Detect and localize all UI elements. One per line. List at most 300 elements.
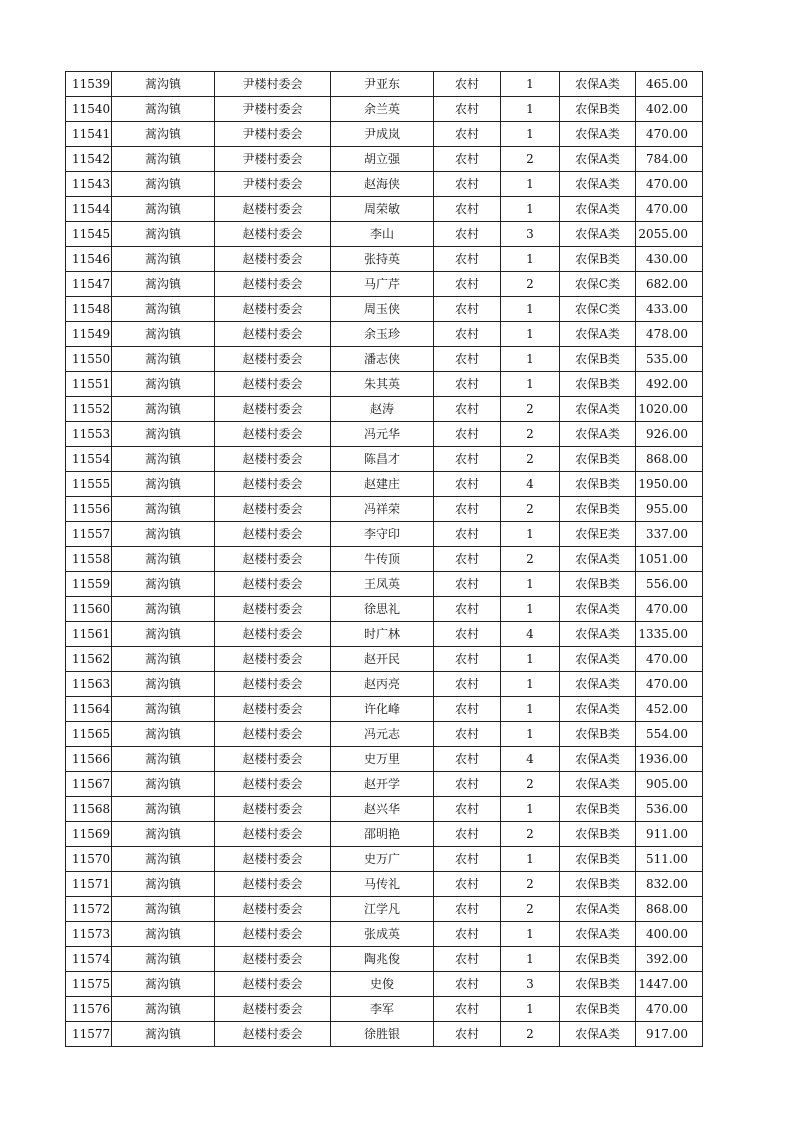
- cell-household-count: 1: [501, 372, 560, 397]
- table-row: [66, 822, 703, 847]
- table-row: [66, 422, 703, 447]
- cell-town: 蒿沟镇: [112, 197, 215, 222]
- cell-village-committee: 尹楼村委会: [215, 97, 331, 122]
- cell-town: 蒿沟镇: [112, 697, 215, 722]
- table-row: [66, 647, 703, 672]
- table-row: [66, 397, 703, 422]
- cell-person-name: 尹成岚: [331, 122, 434, 147]
- cell-insurance-category: 农保A类: [560, 197, 636, 222]
- cell-amount: 905.00: [636, 772, 703, 797]
- table-row: [66, 672, 703, 697]
- cell-town: 蒿沟镇: [112, 772, 215, 797]
- cell-town: 蒿沟镇: [112, 722, 215, 747]
- cell-person-name: 李军: [331, 997, 434, 1022]
- cell-amount: 535.00: [636, 347, 703, 372]
- cell-town: 蒿沟镇: [112, 72, 215, 97]
- cell-insurance-category: 农保B类: [560, 972, 636, 997]
- cell-household-count: 3: [501, 222, 560, 247]
- cell-record-number: 11577: [66, 1022, 112, 1047]
- cell-person-name: 张持英: [331, 247, 434, 272]
- cell-amount: 452.00: [636, 697, 703, 722]
- cell-town: 蒿沟镇: [112, 172, 215, 197]
- table-row: [66, 472, 703, 497]
- table-row: [66, 72, 703, 97]
- cell-person-name: 余玉珍: [331, 322, 434, 347]
- cell-record-number: 11539: [66, 72, 112, 97]
- cell-household-count: 1: [501, 647, 560, 672]
- table-row: [66, 872, 703, 897]
- cell-household-count: 1: [501, 122, 560, 147]
- cell-household-count: 1: [501, 297, 560, 322]
- table-row: [66, 522, 703, 547]
- cell-amount: 470.00: [636, 122, 703, 147]
- cell-town: 蒿沟镇: [112, 947, 215, 972]
- table-row: [66, 772, 703, 797]
- cell-household-count: 1: [501, 922, 560, 947]
- cell-amount: 926.00: [636, 422, 703, 447]
- cell-area-type: 农村: [434, 622, 501, 647]
- cell-village-committee: 尹楼村委会: [215, 122, 331, 147]
- cell-area-type: 农村: [434, 1022, 501, 1047]
- cell-amount: 470.00: [636, 197, 703, 222]
- cell-person-name: 史俊: [331, 972, 434, 997]
- table-row: [66, 272, 703, 297]
- cell-village-committee: 赵楼村委会: [215, 997, 331, 1022]
- cell-insurance-category: 农保B类: [560, 797, 636, 822]
- cell-village-committee: 赵楼村委会: [215, 447, 331, 472]
- cell-record-number: 11548: [66, 297, 112, 322]
- cell-village-committee: 赵楼村委会: [215, 797, 331, 822]
- cell-village-committee: 赵楼村委会: [215, 572, 331, 597]
- cell-person-name: 江学凡: [331, 897, 434, 922]
- cell-insurance-category: 农保B类: [560, 822, 636, 847]
- table-row: [66, 172, 703, 197]
- cell-household-count: 4: [501, 622, 560, 647]
- cell-household-count: 1: [501, 847, 560, 872]
- cell-town: 蒿沟镇: [112, 497, 215, 522]
- cell-area-type: 农村: [434, 297, 501, 322]
- cell-person-name: 冯元志: [331, 722, 434, 747]
- cell-insurance-category: 农保A类: [560, 647, 636, 672]
- cell-amount: 392.00: [636, 947, 703, 972]
- cell-amount: 911.00: [636, 822, 703, 847]
- cell-insurance-category: 农保A类: [560, 672, 636, 697]
- cell-village-committee: 赵楼村委会: [215, 472, 331, 497]
- cell-town: 蒿沟镇: [112, 447, 215, 472]
- cell-record-number: 11574: [66, 947, 112, 972]
- cell-area-type: 农村: [434, 372, 501, 397]
- cell-amount: 868.00: [636, 897, 703, 922]
- cell-household-count: 2: [501, 772, 560, 797]
- cell-insurance-category: 农保B类: [560, 497, 636, 522]
- cell-village-committee: 赵楼村委会: [215, 597, 331, 622]
- table-row: [66, 497, 703, 522]
- cell-person-name: 马传礼: [331, 872, 434, 897]
- cell-area-type: 农村: [434, 972, 501, 997]
- cell-town: 蒿沟镇: [112, 897, 215, 922]
- cell-amount: 556.00: [636, 572, 703, 597]
- cell-village-committee: 赵楼村委会: [215, 197, 331, 222]
- cell-village-committee: 赵楼村委会: [215, 847, 331, 872]
- cell-town: 蒿沟镇: [112, 372, 215, 397]
- cell-amount: 1447.00: [636, 972, 703, 997]
- cell-insurance-category: 农保A类: [560, 747, 636, 772]
- table-row: [66, 247, 703, 272]
- table-row: [66, 147, 703, 172]
- cell-area-type: 农村: [434, 572, 501, 597]
- table-body: [66, 72, 703, 1047]
- cell-village-committee: 赵楼村委会: [215, 922, 331, 947]
- table-row: [66, 297, 703, 322]
- cell-insurance-category: 农保B类: [560, 347, 636, 372]
- cell-person-name: 陈昌才: [331, 447, 434, 472]
- cell-household-count: 1: [501, 572, 560, 597]
- cell-insurance-category: 农保E类: [560, 522, 636, 547]
- cell-record-number: 11549: [66, 322, 112, 347]
- cell-household-count: 1: [501, 797, 560, 822]
- cell-area-type: 农村: [434, 672, 501, 697]
- cell-person-name: 许化峰: [331, 697, 434, 722]
- cell-insurance-category: 农保B类: [560, 97, 636, 122]
- cell-household-count: 3: [501, 972, 560, 997]
- cell-household-count: 1: [501, 672, 560, 697]
- table-row: [66, 597, 703, 622]
- cell-area-type: 农村: [434, 322, 501, 347]
- cell-area-type: 农村: [434, 72, 501, 97]
- table-row: [66, 372, 703, 397]
- cell-town: 蒿沟镇: [112, 547, 215, 572]
- cell-amount: 1950.00: [636, 472, 703, 497]
- cell-record-number: 11540: [66, 97, 112, 122]
- cell-household-count: 2: [501, 497, 560, 522]
- cell-amount: 1335.00: [636, 622, 703, 647]
- cell-household-count: 1: [501, 597, 560, 622]
- cell-village-committee: 赵楼村委会: [215, 547, 331, 572]
- cell-amount: 470.00: [636, 597, 703, 622]
- cell-household-count: 1: [501, 172, 560, 197]
- cell-record-number: 11551: [66, 372, 112, 397]
- cell-record-number: 11546: [66, 247, 112, 272]
- cell-amount: 554.00: [636, 722, 703, 747]
- cell-area-type: 农村: [434, 422, 501, 447]
- table-row: [66, 197, 703, 222]
- cell-town: 蒿沟镇: [112, 322, 215, 347]
- cell-area-type: 农村: [434, 222, 501, 247]
- cell-village-committee: 赵楼村委会: [215, 372, 331, 397]
- table-row: [66, 947, 703, 972]
- cell-household-count: 2: [501, 147, 560, 172]
- cell-person-name: 史万里: [331, 747, 434, 772]
- cell-household-count: 2: [501, 447, 560, 472]
- cell-amount: 536.00: [636, 797, 703, 822]
- cell-insurance-category: 农保B类: [560, 847, 636, 872]
- cell-village-committee: 尹楼村委会: [215, 147, 331, 172]
- cell-town: 蒿沟镇: [112, 997, 215, 1022]
- cell-amount: 470.00: [636, 172, 703, 197]
- cell-household-count: 1: [501, 322, 560, 347]
- cell-person-name: 周玉侠: [331, 297, 434, 322]
- cell-record-number: 11564: [66, 697, 112, 722]
- cell-person-name: 史万广: [331, 847, 434, 872]
- cell-area-type: 农村: [434, 772, 501, 797]
- cell-village-committee: 赵楼村委会: [215, 772, 331, 797]
- cell-village-committee: 赵楼村委会: [215, 972, 331, 997]
- cell-village-committee: 赵楼村委会: [215, 722, 331, 747]
- cell-record-number: 11565: [66, 722, 112, 747]
- cell-area-type: 农村: [434, 872, 501, 897]
- cell-village-committee: 赵楼村委会: [215, 297, 331, 322]
- cell-town: 蒿沟镇: [112, 572, 215, 597]
- cell-record-number: 11544: [66, 197, 112, 222]
- cell-insurance-category: 农保B类: [560, 997, 636, 1022]
- cell-town: 蒿沟镇: [112, 822, 215, 847]
- cell-village-committee: 赵楼村委会: [215, 422, 331, 447]
- cell-household-count: 1: [501, 97, 560, 122]
- cell-town: 蒿沟镇: [112, 647, 215, 672]
- cell-record-number: 11571: [66, 872, 112, 897]
- cell-insurance-category: 农保B类: [560, 572, 636, 597]
- cell-record-number: 11550: [66, 347, 112, 372]
- cell-insurance-category: 农保A类: [560, 697, 636, 722]
- cell-town: 蒿沟镇: [112, 222, 215, 247]
- cell-insurance-category: 农保A类: [560, 422, 636, 447]
- cell-person-name: 尹亚东: [331, 72, 434, 97]
- cell-village-committee: 赵楼村委会: [215, 897, 331, 922]
- cell-area-type: 农村: [434, 172, 501, 197]
- cell-person-name: 赵兴华: [331, 797, 434, 822]
- cell-record-number: 11567: [66, 772, 112, 797]
- cell-town: 蒿沟镇: [112, 747, 215, 772]
- cell-household-count: 2: [501, 897, 560, 922]
- cell-person-name: 马广芹: [331, 272, 434, 297]
- cell-insurance-category: 农保B类: [560, 947, 636, 972]
- cell-record-number: 11542: [66, 147, 112, 172]
- cell-area-type: 农村: [434, 722, 501, 747]
- cell-town: 蒿沟镇: [112, 272, 215, 297]
- cell-record-number: 11554: [66, 447, 112, 472]
- cell-insurance-category: 农保A类: [560, 772, 636, 797]
- cell-amount: 492.00: [636, 372, 703, 397]
- cell-village-committee: 赵楼村委会: [215, 697, 331, 722]
- cell-household-count: 1: [501, 722, 560, 747]
- cell-person-name: 冯元华: [331, 422, 434, 447]
- cell-village-committee: 赵楼村委会: [215, 497, 331, 522]
- cell-record-number: 11552: [66, 397, 112, 422]
- cell-household-count: 1: [501, 697, 560, 722]
- table-row: [66, 122, 703, 147]
- table-row: [66, 997, 703, 1022]
- cell-village-committee: 赵楼村委会: [215, 622, 331, 647]
- cell-record-number: 11561: [66, 622, 112, 647]
- cell-person-name: 赵丙亮: [331, 672, 434, 697]
- cell-amount: 470.00: [636, 997, 703, 1022]
- cell-person-name: 余兰英: [331, 97, 434, 122]
- cell-amount: 511.00: [636, 847, 703, 872]
- cell-area-type: 农村: [434, 347, 501, 372]
- cell-amount: 1051.00: [636, 547, 703, 572]
- cell-record-number: 11572: [66, 897, 112, 922]
- cell-person-name: 徐思礼: [331, 597, 434, 622]
- cell-person-name: 赵开学: [331, 772, 434, 797]
- table-row: [66, 447, 703, 472]
- cell-insurance-category: 农保A类: [560, 222, 636, 247]
- cell-household-count: 1: [501, 247, 560, 272]
- cell-record-number: 11575: [66, 972, 112, 997]
- cell-record-number: 11576: [66, 997, 112, 1022]
- cell-person-name: 牛传顶: [331, 547, 434, 572]
- cell-town: 蒿沟镇: [112, 972, 215, 997]
- cell-insurance-category: 农保A类: [560, 322, 636, 347]
- cell-insurance-category: 农保A类: [560, 922, 636, 947]
- cell-amount: 832.00: [636, 872, 703, 897]
- cell-village-committee: 赵楼村委会: [215, 647, 331, 672]
- cell-town: 蒿沟镇: [112, 422, 215, 447]
- table-row: [66, 797, 703, 822]
- table-row: [66, 322, 703, 347]
- cell-household-count: 1: [501, 347, 560, 372]
- cell-town: 蒿沟镇: [112, 472, 215, 497]
- cell-insurance-category: 农保C类: [560, 297, 636, 322]
- cell-record-number: 11556: [66, 497, 112, 522]
- cell-amount: 868.00: [636, 447, 703, 472]
- cell-insurance-category: 农保C类: [560, 272, 636, 297]
- cell-area-type: 农村: [434, 447, 501, 472]
- cell-person-name: 朱其英: [331, 372, 434, 397]
- cell-amount: 478.00: [636, 322, 703, 347]
- cell-village-committee: 赵楼村委会: [215, 747, 331, 772]
- table-row: [66, 347, 703, 372]
- cell-household-count: 2: [501, 422, 560, 447]
- cell-person-name: 邵明艳: [331, 822, 434, 847]
- table-row: [66, 572, 703, 597]
- cell-person-name: 冯祥荣: [331, 497, 434, 522]
- cell-village-committee: 尹楼村委会: [215, 72, 331, 97]
- cell-household-count: 4: [501, 747, 560, 772]
- cell-amount: 917.00: [636, 1022, 703, 1047]
- cell-person-name: 赵涛: [331, 397, 434, 422]
- cell-amount: 784.00: [636, 147, 703, 172]
- cell-record-number: 11573: [66, 922, 112, 947]
- cell-amount: 1936.00: [636, 747, 703, 772]
- cell-insurance-category: 农保B类: [560, 372, 636, 397]
- cell-person-name: 张成英: [331, 922, 434, 947]
- cell-amount: 433.00: [636, 297, 703, 322]
- cell-amount: 2055.00: [636, 222, 703, 247]
- table-row: [66, 972, 703, 997]
- cell-village-committee: 赵楼村委会: [215, 872, 331, 897]
- cell-town: 蒿沟镇: [112, 872, 215, 897]
- cell-area-type: 农村: [434, 497, 501, 522]
- cell-village-committee: 赵楼村委会: [215, 947, 331, 972]
- cell-area-type: 农村: [434, 822, 501, 847]
- table-row: [66, 697, 703, 722]
- cell-town: 蒿沟镇: [112, 622, 215, 647]
- cell-record-number: 11562: [66, 647, 112, 672]
- table-row: [66, 922, 703, 947]
- cell-town: 蒿沟镇: [112, 847, 215, 872]
- cell-town: 蒿沟镇: [112, 247, 215, 272]
- cell-town: 蒿沟镇: [112, 1022, 215, 1047]
- cell-household-count: 4: [501, 472, 560, 497]
- cell-amount: 337.00: [636, 522, 703, 547]
- cell-area-type: 农村: [434, 847, 501, 872]
- cell-record-number: 11568: [66, 797, 112, 822]
- cell-household-count: 2: [501, 872, 560, 897]
- cell-area-type: 农村: [434, 747, 501, 772]
- cell-town: 蒿沟镇: [112, 522, 215, 547]
- cell-household-count: 2: [501, 822, 560, 847]
- cell-village-committee: 赵楼村委会: [215, 522, 331, 547]
- cell-village-committee: 赵楼村委会: [215, 672, 331, 697]
- cell-area-type: 农村: [434, 597, 501, 622]
- cell-record-number: 11555: [66, 472, 112, 497]
- cell-town: 蒿沟镇: [112, 97, 215, 122]
- cell-village-committee: 赵楼村委会: [215, 322, 331, 347]
- cell-record-number: 11560: [66, 597, 112, 622]
- table-row: [66, 847, 703, 872]
- table-row: [66, 897, 703, 922]
- cell-insurance-category: 农保A类: [560, 397, 636, 422]
- cell-amount: 430.00: [636, 247, 703, 272]
- cell-town: 蒿沟镇: [112, 797, 215, 822]
- cell-record-number: 11566: [66, 747, 112, 772]
- cell-village-committee: 赵楼村委会: [215, 222, 331, 247]
- cell-insurance-category: 农保B类: [560, 872, 636, 897]
- cell-insurance-category: 农保B类: [560, 447, 636, 472]
- cell-insurance-category: 农保A类: [560, 622, 636, 647]
- cell-amount: 955.00: [636, 497, 703, 522]
- cell-insurance-category: 农保A类: [560, 72, 636, 97]
- cell-town: 蒿沟镇: [112, 672, 215, 697]
- cell-household-count: 2: [501, 1022, 560, 1047]
- table-row: [66, 222, 703, 247]
- cell-person-name: 王凤英: [331, 572, 434, 597]
- cell-area-type: 农村: [434, 197, 501, 222]
- cell-town: 蒿沟镇: [112, 397, 215, 422]
- cell-insurance-category: 农保A类: [560, 147, 636, 172]
- cell-person-name: 李山: [331, 222, 434, 247]
- cell-household-count: 1: [501, 72, 560, 97]
- cell-amount: 402.00: [636, 97, 703, 122]
- table-row: [66, 622, 703, 647]
- cell-village-committee: 赵楼村委会: [215, 1022, 331, 1047]
- table-row: [66, 722, 703, 747]
- cell-town: 蒿沟镇: [112, 347, 215, 372]
- cell-record-number: 11547: [66, 272, 112, 297]
- table-row: [66, 547, 703, 572]
- cell-area-type: 农村: [434, 947, 501, 972]
- cell-area-type: 农村: [434, 647, 501, 672]
- cell-area-type: 农村: [434, 547, 501, 572]
- cell-village-committee: 赵楼村委会: [215, 397, 331, 422]
- cell-person-name: 胡立强: [331, 147, 434, 172]
- cell-area-type: 农村: [434, 97, 501, 122]
- cell-household-count: 1: [501, 947, 560, 972]
- cell-town: 蒿沟镇: [112, 922, 215, 947]
- cell-insurance-category: 农保A类: [560, 1022, 636, 1047]
- cell-amount: 470.00: [636, 647, 703, 672]
- cell-area-type: 农村: [434, 522, 501, 547]
- cell-record-number: 11557: [66, 522, 112, 547]
- table-row: [66, 97, 703, 122]
- cell-record-number: 11558: [66, 547, 112, 572]
- cell-village-committee: 赵楼村委会: [215, 347, 331, 372]
- cell-town: 蒿沟镇: [112, 597, 215, 622]
- cell-village-committee: 赵楼村委会: [215, 822, 331, 847]
- cell-area-type: 农村: [434, 147, 501, 172]
- cell-insurance-category: 农保A类: [560, 122, 636, 147]
- cell-record-number: 11559: [66, 572, 112, 597]
